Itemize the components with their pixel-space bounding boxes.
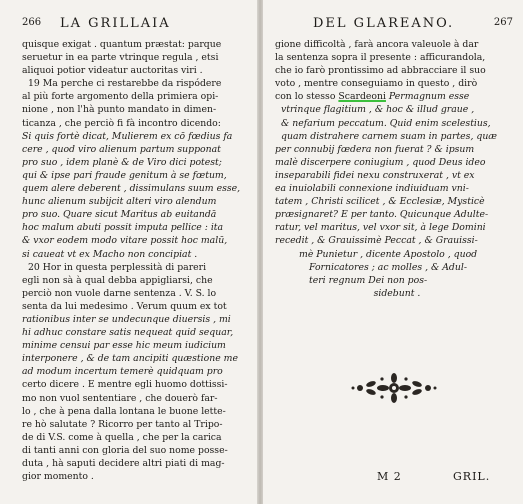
right-text-line (275, 130, 519, 143)
signature-mark: M 2 (377, 470, 402, 483)
line-text: egli non sà à qual debba appigliarsi, che (22, 274, 213, 286)
left-text-line (22, 274, 253, 287)
right-text-line (275, 274, 519, 287)
catchword: GRIL. (453, 470, 491, 483)
right-text-line (275, 77, 519, 90)
line-text: quisque exigat . quantum præstat: parque (22, 39, 222, 50)
right-text-line (275, 103, 519, 116)
left-text-line (22, 195, 253, 208)
left-page-header (22, 16, 253, 38)
left-text-line (22, 431, 253, 444)
right-page-number: 267 (493, 17, 513, 28)
left-page (0, 0, 259, 504)
left-text-line (22, 221, 253, 234)
line-text: certo dicere . E mentre egli huomo dottissi- (22, 379, 228, 391)
left-text-line (22, 261, 253, 274)
line-text: senta da lui medesimo . Verum quum ex tot (22, 300, 227, 312)
line-text: sidebunt . (373, 287, 421, 299)
left-text-line (22, 169, 253, 182)
right-text-line (275, 156, 519, 169)
line-text: aliquoi potior videatur auctoritas viri . (22, 65, 203, 77)
line-text: minime censui par esse hic meum iudicium (22, 340, 226, 352)
line-text: di tanti anni con gloria del suo nome posse- (22, 444, 228, 456)
line-text: Si quis fortè dicat, Mulierem ex cō fœdius fa (22, 130, 233, 142)
left-text-line (22, 130, 253, 143)
line-text: voto , mentre conseguiamo in questo , dirò (275, 78, 478, 90)
right-text-line (275, 169, 519, 182)
left-text-line (22, 234, 253, 247)
line-text: hi adhuc constare satis nequeat quid sequar, (22, 327, 234, 339)
left-text-line (22, 117, 253, 130)
line-text: pro suo , idem planè & de Viro dici potest; (22, 156, 222, 168)
left-text-line (22, 444, 253, 457)
left-text-line (22, 103, 253, 116)
left-text-line (22, 313, 253, 326)
left-text-line (22, 470, 253, 483)
line-text: ratur, vel maritus, vel vxor sit, à lege Domini (275, 222, 486, 234)
line-text: & vxor eodem modo vitare possit hoc malū, (22, 235, 228, 247)
line-text: hoc malum abuti possit imputa pellice : ita (22, 222, 224, 234)
line-text: che io farò prontissimo ad abbracciare il suo (275, 65, 486, 77)
line-text: nione , non l'hà punto mandato in dimen- (22, 104, 217, 116)
line-text: inseparabili fidei nexu construxerat , vt ex (275, 169, 475, 181)
left-text-line (22, 352, 253, 365)
right-page (263, 0, 523, 504)
right-text-line (275, 221, 519, 234)
left-text-line (22, 51, 253, 64)
left-text-line (22, 143, 253, 156)
line-text: cere , quod viro alienum partum supponat (22, 143, 221, 155)
left-text-line (22, 248, 253, 261)
line-text: 19 Ma perche ci restarebbe da rispódere (28, 78, 222, 90)
left-text-line (22, 287, 253, 300)
left-text-line (22, 300, 253, 313)
right-text-line (275, 234, 519, 247)
left-page-number: 266 (22, 17, 42, 28)
line-text: gione difficoltà , farà ancora valeuole à dar (275, 39, 479, 50)
left-text-line (22, 90, 253, 103)
left-text-line (22, 182, 253, 195)
floral-tailpiece-icon (349, 370, 439, 406)
line-text: gior momento . (22, 471, 94, 483)
right-page-text (275, 38, 519, 300)
left-page-text (22, 38, 253, 483)
right-text-line (275, 248, 519, 261)
line-text: seruetur in ea parte vtrinque regula , etsi (22, 52, 219, 64)
line-text: 20 Hor in questa perplessità di pareri (28, 261, 207, 273)
right-text-line (275, 287, 519, 300)
line-text: teri regnum Dei non pos- (309, 274, 428, 286)
line-text: lo , che à pena dalla lontana le buone lette- (22, 405, 226, 417)
line-text: con lo stesso (275, 91, 339, 103)
left-running-head: LA GRILLAIA (60, 16, 171, 31)
right-text-line (275, 117, 519, 130)
line-text: vtrinque flagitium , & hoc & illud graue , (281, 104, 475, 116)
left-text-line (22, 365, 253, 378)
right-text-line (275, 64, 519, 77)
line-text: si caueat vt ex Macho non concipiat . (22, 248, 198, 260)
line-text: ticanza , che perciò fi fà incontro dicendo: (22, 117, 221, 129)
right-page-header (275, 16, 519, 38)
left-text-line (22, 392, 253, 405)
left-text-line (22, 156, 253, 169)
right-text-line (275, 195, 519, 208)
line-text: per connubij fœdera non fuerat ? & ipsum (275, 143, 475, 155)
left-text-line (22, 418, 253, 431)
line-text: pro suo. Quare sicut Maritus ab euitandā (22, 209, 217, 221)
right-running-head: DEL GLAREANO. (313, 16, 455, 31)
line-text: quam distrahere carnem suam in partes, quæ (281, 130, 498, 142)
left-text-line (22, 339, 253, 352)
left-text-line (22, 405, 253, 418)
line-text: duta , hà saputi decidere altri piati di mag- (22, 458, 225, 469)
line-text: malè discerpere coniugium , quod Deus ideo (275, 156, 486, 168)
line-text: de di V.S. come à quella , che per la carica (22, 431, 222, 443)
line-text: ad modum incertum temerè quidquam pro (22, 366, 223, 378)
line-text: perciò non vuole darne sentenza . V. S. lo (22, 287, 217, 299)
right-text-line (275, 51, 519, 64)
left-text-line (22, 378, 253, 391)
line-text: mè Punietur , dicente Apostolo , quod (299, 248, 478, 260)
line-text: mo non vuol sententiare , che douerò far- (22, 392, 218, 404)
line-text: quem alere deberent , dissimulans suum esse, (22, 183, 241, 195)
right-text-line (275, 38, 519, 51)
left-text-line (22, 64, 253, 77)
right-text-line (275, 182, 519, 195)
line-text: Fornicatores ; ac molles , & Adul- (309, 261, 467, 273)
highlighted-name: Scardeoni (338, 91, 386, 103)
left-text-line (22, 457, 253, 470)
right-text-line (275, 90, 519, 103)
line-text: tatem , Christi scilicet , & Ecclesiæ, Mysticè (275, 196, 485, 208)
line-text: qui & ipse pari fraude genitum à se fœtum, (22, 169, 227, 181)
line-text: la sentenza sopra il presente : afficurandola, (275, 52, 486, 64)
line-text: al più forte argomento della primiera opi- (22, 91, 219, 103)
line-text: præsignaret? E per tanto. Quicunque Adulte- (275, 209, 489, 221)
left-text-line (22, 208, 253, 221)
left-text-line (22, 77, 253, 90)
line-text: recedit , & Grauissimè Peccat , & Grauissi- (275, 235, 478, 247)
right-text-line (275, 143, 519, 156)
right-text-line (275, 208, 519, 221)
line-text-continued: Permagnum esse (385, 91, 470, 103)
line-text: hunc alienum subijcit alteri viro alendum (22, 196, 217, 208)
line-text: ea inuiolabili connexione indiuiduam vni- (275, 183, 469, 195)
left-text-line (22, 326, 253, 339)
left-text-line (22, 38, 253, 51)
line-text: re hò salutate ? Ricorro per tanto al Tripo- (22, 418, 223, 430)
line-text: rationibus inter se undecunque diuersis , mi (22, 313, 231, 325)
line-text: & nefarium peccatum. Quid enim scelestius, (281, 117, 491, 129)
line-text: interponere , & de tam ancipiti quæstione me (22, 353, 238, 365)
right-text-line (275, 261, 519, 274)
